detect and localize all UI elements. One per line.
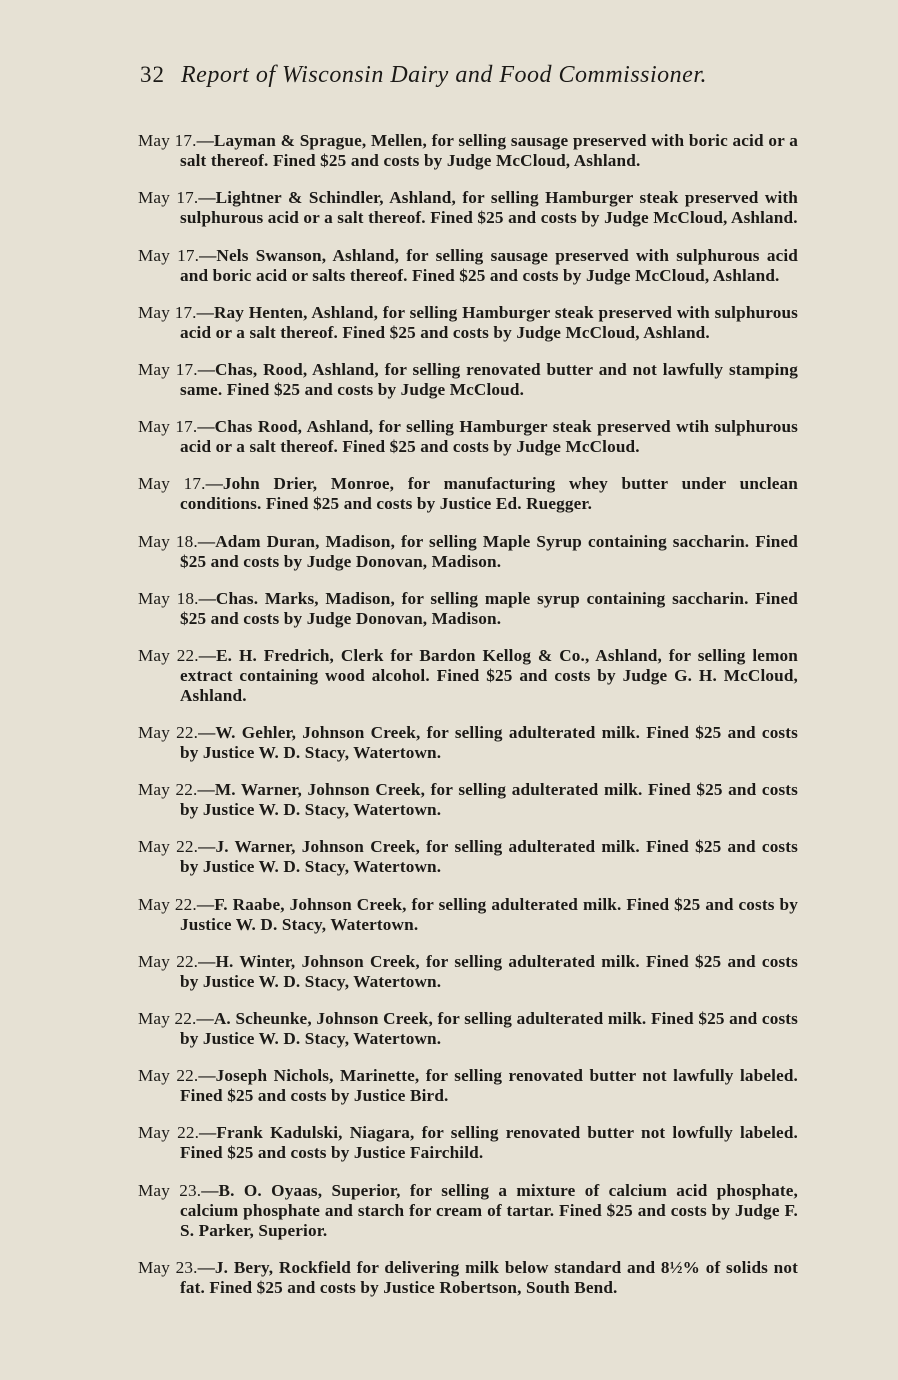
entry-1: [138, 131, 798, 171]
entry-6: [138, 417, 798, 457]
entry-date: May 18.: [138, 531, 198, 551]
entry-18: [138, 1123, 798, 1163]
entry-date: May 17.: [138, 131, 197, 151]
entry-14: [138, 895, 798, 935]
entry-8: [138, 532, 798, 572]
entry-date: May 17.: [138, 188, 199, 208]
entry-text: —W. Gehler, Johnson Creek, for selling adulterated milk. Fined $25 and costs by Justice W. D. Stacy, Watertown.: [180, 723, 798, 763]
entry-date: May 18.: [138, 588, 199, 608]
entry-text: —Chas, Rood, Ashland, for selling renovated butter and not lawfully stamping same. Fined $25 and costs by Judge McCloud.: [180, 359, 798, 399]
entry-date: May 22.: [138, 1123, 200, 1143]
entry-13: [138, 837, 798, 877]
entry-text: —Adam Duran, Madison, for selling Maple Syrup containing saccharin. Fined $25 and costs by Judge Donovan, Madison.: [180, 531, 798, 571]
entries-list: [138, 114, 798, 1312]
entry-text: —Chas Rood, Ashland, for selling Hamburger steak preserved wtih sulphurous acid or a salt thereof. Fined $25 and costs by Judge McCloud.: [180, 417, 798, 457]
entry-date: May 22.: [138, 837, 199, 857]
entry-12: [138, 780, 798, 820]
entry-date: May 17.: [138, 474, 206, 494]
entry-3: [138, 246, 798, 286]
entry-5: [138, 360, 798, 400]
entry-text: —Joseph Nichols, Marinette, for selling renovated butter not lawfully labeled. Fined $25 and costs by Justice Bird.: [180, 1066, 799, 1106]
entry-date: May 22.: [138, 723, 199, 743]
entry-text: —John Drier, Monroe, for manufacturing whey butter under unclean conditions. Fined $25 and costs by Justice Ed. Ruegger.: [180, 474, 798, 514]
entry-date: May 17.: [138, 245, 200, 265]
running-title: Report of Wisconsin Dairy and Food Commissioner.: [181, 62, 707, 88]
entry-19: [138, 1181, 798, 1241]
entry-text: —Ray Henten, Ashland, for selling Hamburger steak preserved with sulphurous acid or a salt thereof. Fined $25 and costs by Judge McCloud, Ashland.: [180, 302, 798, 342]
entry-7: [138, 474, 798, 514]
entry-4: [138, 303, 798, 343]
entry-date: May 22.: [138, 1009, 197, 1028]
entry-date: May 22.: [138, 894, 197, 914]
entry-text: —Frank Kadulski, Niagara, for selling renovated butter not lowfully labeled. Fined $25 and costs by Justice Fairchild.: [180, 1123, 798, 1163]
entry-text: —Chas. Marks, Madison, for selling maple syrup containing saccharin. Fined $25 and costs by Judge Donovan, Madison.: [180, 588, 798, 628]
entry-17: [138, 1066, 798, 1106]
entry-text: —B. O. Oyaas, Superior, for selling a mixture of calcium acid phosphate, calcium phosphate and starch for cream of tartar. Fined $25 and costs by Judge F. S. Parker, Superior.: [180, 1180, 798, 1240]
entry-16: [138, 1009, 798, 1049]
entry-text: —A. Scheunke, Johnson Creek, for selling adulterated milk. Fined $25 and costs by Justice W. D. Stacy, Watertown.: [180, 1009, 798, 1048]
entry-date: May 23.: [138, 1180, 202, 1200]
entry-date: May 23.: [138, 1257, 198, 1277]
entry-15: [138, 952, 798, 992]
entry-text: —M. Warner, Johnson Creek, for selling adulterated milk. Fined $25 and costs by Justice W. D. Stacy, Watertown.: [180, 780, 798, 820]
entry-text: —J. Bery, Rockfield for delivering milk below standard and 8½% of solids not fat. Fined $25 and costs by Justice Robertson, South Bend.: [180, 1257, 799, 1297]
entry-date: May 17.: [138, 417, 198, 437]
entry-11: [138, 723, 798, 763]
entry-text: —Layman & Sprague, Mellen, for selling sausage preserved with boric acid or a salt thereof. Fined $25 and costs by Judge McCloud, Ashland.: [180, 131, 798, 171]
entry-date: May 17.: [138, 359, 198, 379]
entry-date: May 22.: [138, 951, 199, 971]
entry-text: —F. Raabe, Johnson Creek, for selling adulterated milk. Fined $25 and costs by Justice W. D. Stacy, Watertown.: [180, 894, 798, 934]
entry-date: May 22.: [138, 645, 199, 665]
entry-10: [138, 646, 798, 706]
entry-date: May 22.: [138, 780, 198, 800]
entry-date: May 22.: [138, 1066, 199, 1086]
page-header: [140, 62, 780, 94]
entry-text: —J. Warner, Johnson Creek, for selling adulterated milk. Fined $25 and costs by Justice W. D. Stacy, Watertown.: [180, 837, 798, 877]
entry-date: May 17.: [138, 302, 197, 322]
entry-2: [138, 188, 798, 228]
entry-20: [138, 1258, 798, 1298]
entry-text: —E. H. Fredrich, Clerk for Bardon Kellog & Co., Ashland, for selling lemon extract containing wood alcohol. Fined $25 and costs by Judge G. H. McCloud, Ashland.: [180, 645, 798, 705]
entry-9: [138, 589, 798, 629]
entry-text: —H. Winter, Johnson Creek, for selling adulterated milk. Fined $25 and costs by Justice W. D. Stacy, Watertown.: [180, 951, 798, 991]
page-number: 32: [140, 62, 165, 87]
entry-text: —Lightner & Schindler, Ashland, for selling Hamburger steak preserved with sulphurous acid or a salt thereof. Fined $25 and costs by Judge McCloud, Ashland.: [180, 188, 798, 228]
entry-text: —Nels Swanson, Ashland, for selling sausage preserved with sulphurous acid and boric acid or salts thereof. Fined $25 and costs by Judge McCloud, Ashland.: [180, 245, 798, 285]
